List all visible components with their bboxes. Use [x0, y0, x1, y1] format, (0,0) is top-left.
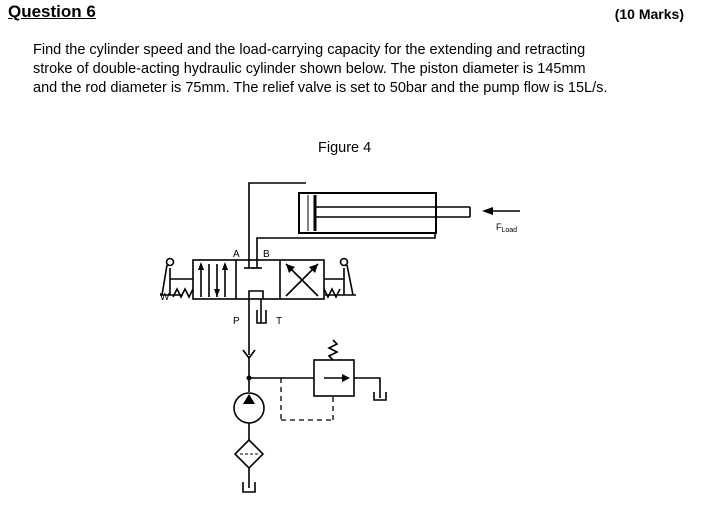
- port-t-label: T: [276, 316, 283, 327]
- pump: [234, 393, 264, 440]
- question-text-line: stroke of double-acting hydraulic cylinder shown below. The piston diameter is 145mm: [33, 61, 586, 77]
- pilot-drain-line: [281, 378, 333, 420]
- directional-control-valve: [193, 260, 324, 299]
- filter: [235, 440, 263, 492]
- cylinder-lines: [249, 183, 435, 260]
- load-label: $F_{Load}$: [496, 222, 518, 234]
- valve-tank-symbol: [257, 299, 266, 323]
- port-b-label: B: [263, 249, 270, 260]
- left-spring-label: W: [160, 292, 170, 303]
- question-marks: (10 Marks): [614, 6, 684, 22]
- right-lever-and-spring: [324, 259, 356, 298]
- question-title: Question 6: [8, 2, 96, 21]
- figure-caption: Figure 4: [318, 140, 372, 156]
- port-p-label: P: [233, 316, 240, 327]
- relief-valve-branch: [247, 376, 315, 381]
- question-text-line: and the rod diameter is 75mm. The relief valve is set to 50bar and the pump flow is 15L/s.: [33, 80, 608, 96]
- port-a-label: A: [233, 249, 240, 260]
- double-acting-cylinder: [299, 193, 470, 233]
- question-text-line: Find the cylinder speed and the load-carrying capacity for the extending and retracting: [33, 42, 586, 58]
- load-force-arrow: [482, 207, 520, 215]
- relief-valve: [314, 340, 386, 400]
